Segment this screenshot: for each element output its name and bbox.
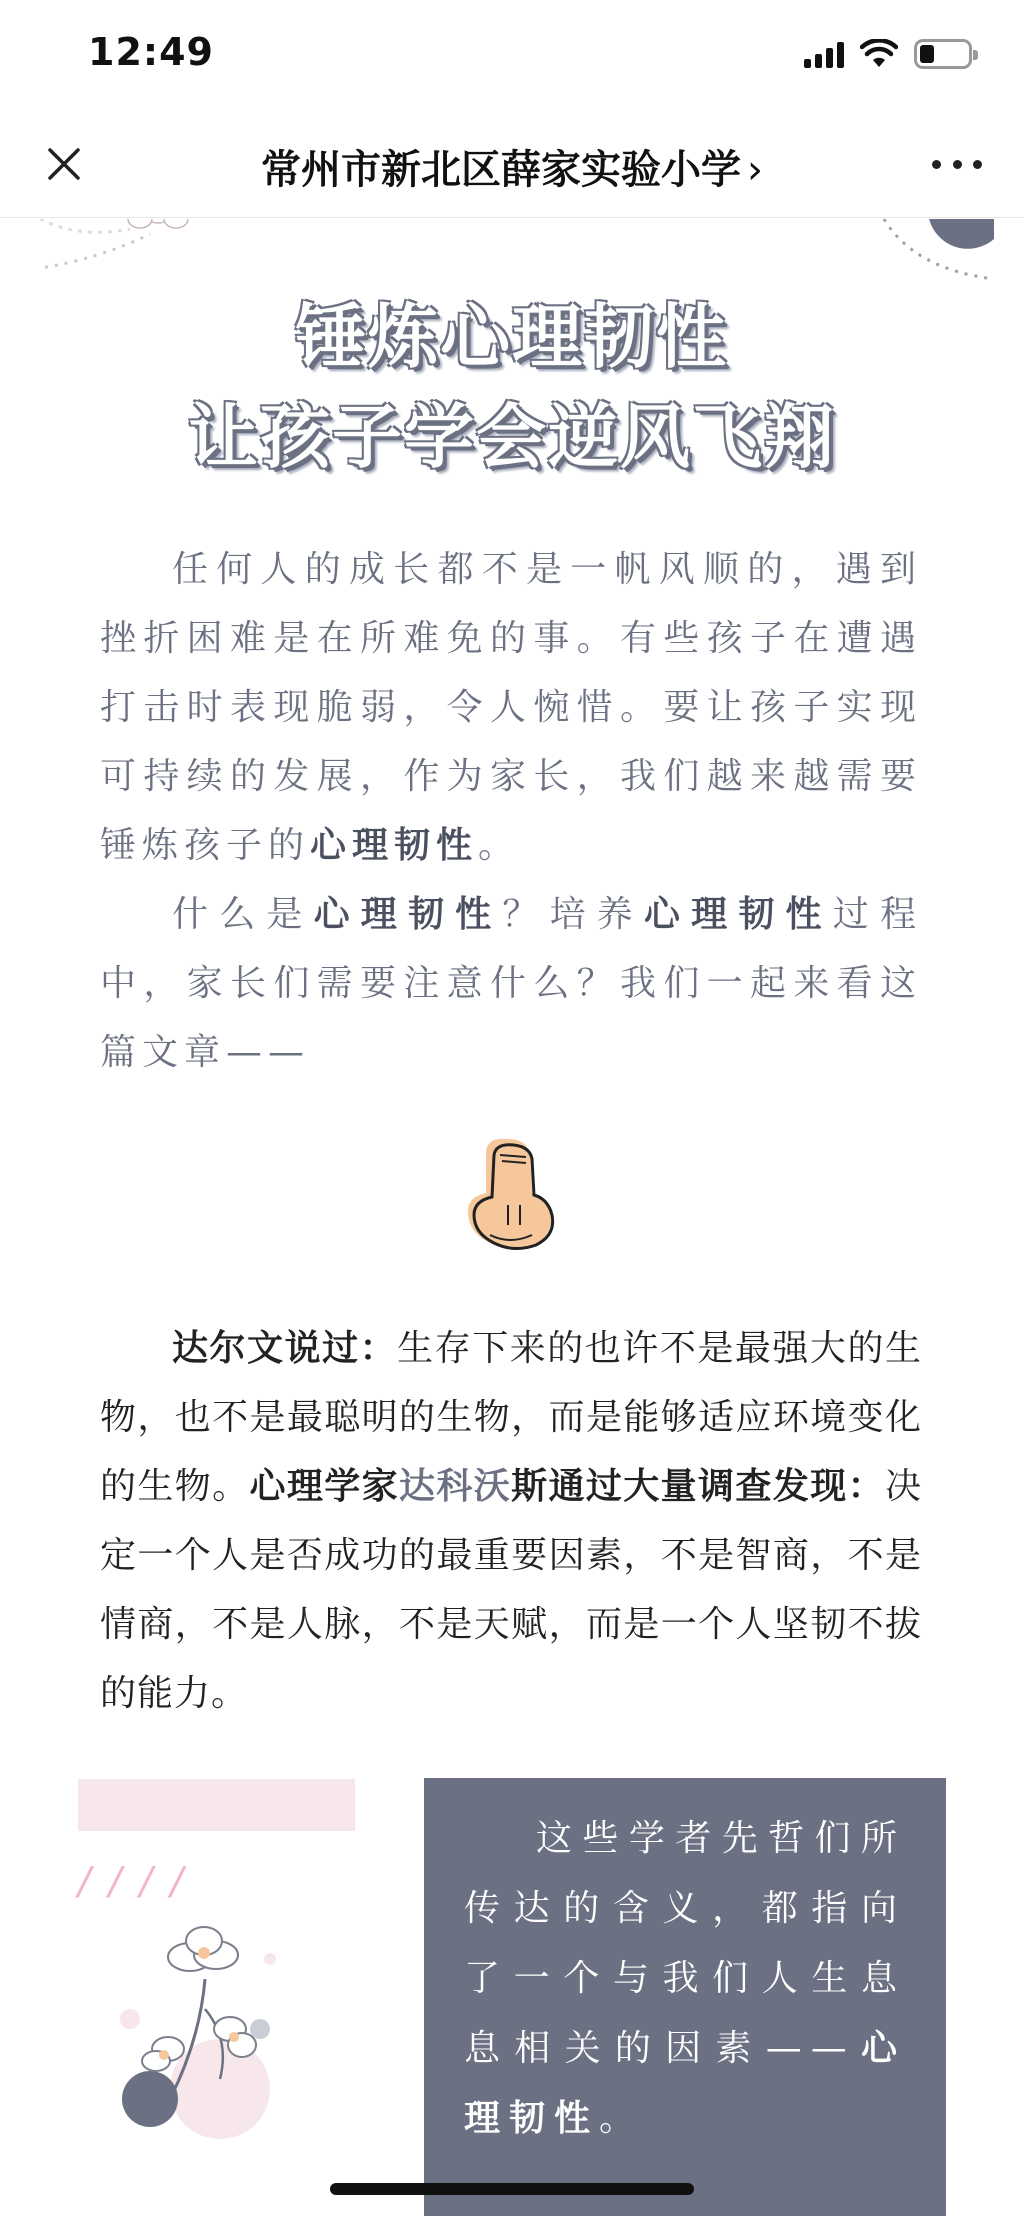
wifi-icon <box>860 39 898 69</box>
chevron-right-icon: › <box>747 147 763 193</box>
status-bar <box>0 0 1024 110</box>
status-icons <box>804 36 972 72</box>
pointing-hand-icon <box>460 1135 564 1253</box>
intro-paragraph-1: 任何人的成长都不是一帆风顺的，遇到挫折困难是在所难免的事。有些孩子在遭遇打击时表现脆弱，令人惋惜。要让孩子实现可持续的发展，作为家长，我们越来越需要锤炼孩子的心理韧性。 <box>100 549 922 866</box>
intro-text <box>100 535 922 1087</box>
flower-decoration-icon <box>40 219 240 289</box>
quote-text: 这些学者先哲们所传达的含义，都指向了一个与我们人生息息相关的因素——心理韧性。 <box>464 1818 906 2139</box>
status-time: 12:49 <box>88 30 214 74</box>
intro-paragraph-2: 什么是心理韧性？培养心理韧性过程中，家长们需要注意什么？我们一起来看这篇文章—— <box>100 894 922 1073</box>
slash-decoration: //// <box>78 1859 202 1903</box>
article-content[interactable] <box>0 219 1024 2216</box>
pink-decoration-bar <box>78 1779 355 1831</box>
more-options-icon[interactable] <box>932 146 982 182</box>
battery-icon <box>914 39 972 69</box>
flower-illustration-icon <box>110 1919 310 2159</box>
account-title-link[interactable] <box>0 138 1024 195</box>
quote-box <box>424 1778 946 2216</box>
headline-line-2: 让孩子学会逆风飞翔 <box>188 396 836 478</box>
circle-decoration-icon <box>874 219 994 289</box>
body-paragraph: 达尔文说过：生存下来的也许不是最强大的生物，也不是最聪明的生物，而是能够适应环境变化的生物。心理学家达科沃斯通过大量调查发现：决定一个人是否成功的最重要因素，不是智商，不是情商，不是人脉，不是天赋，而是一个人坚韧不拔的能力。 <box>100 1328 922 1714</box>
home-indicator[interactable] <box>330 2183 694 2195</box>
cellular-signal-icon <box>804 40 844 68</box>
article-headline <box>0 287 1024 487</box>
account-name: 常州市新北区薛家实验小学 <box>261 147 741 193</box>
headline-line-1: 锤炼心理韧性 <box>296 296 728 378</box>
body-text <box>100 1314 922 1728</box>
nav-bar <box>0 110 1024 218</box>
